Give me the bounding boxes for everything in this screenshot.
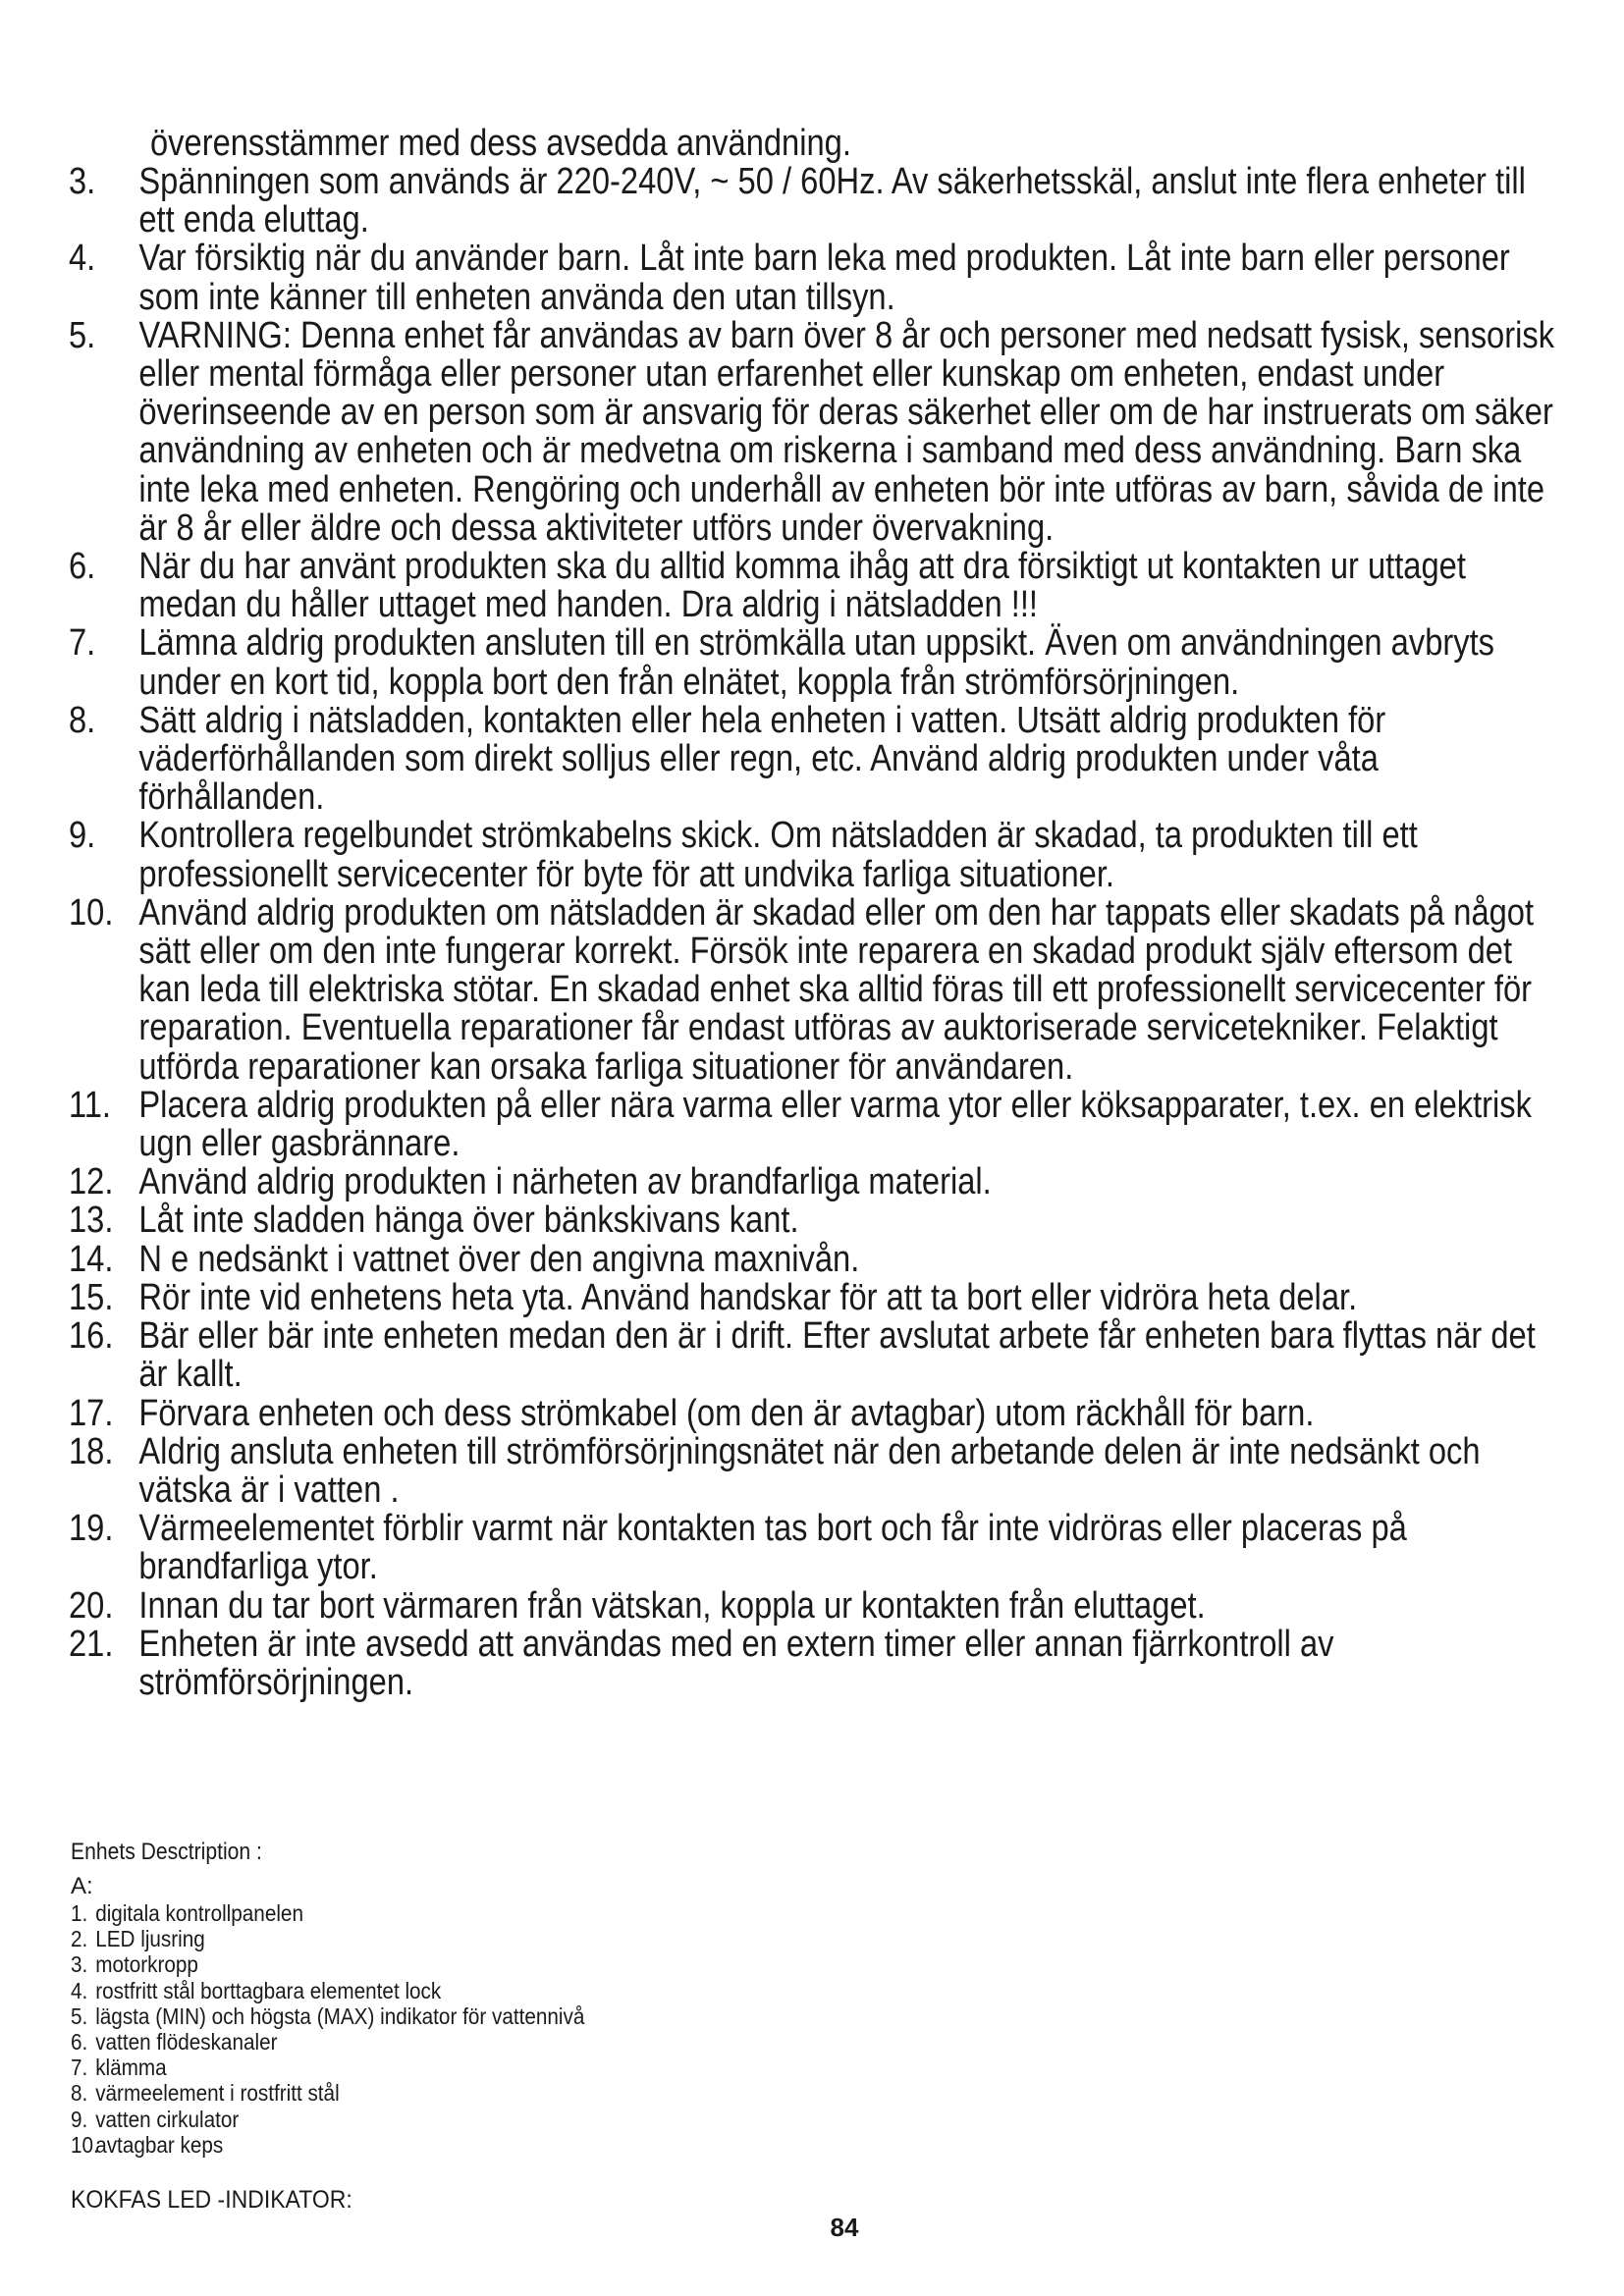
item-text: När du har använt produkten ska du alltid komma ihåg att dra försiktigt ut kontakten ur uttaget medan du håller uttaget med handen. Dra aldrig i nätsladden !!!: [138, 546, 1466, 626]
item-number: 12.: [69, 1161, 114, 1203]
item-number: 8.: [69, 699, 96, 741]
list-item: [71, 2080, 584, 2106]
item-text: Använd aldrig produkten om nätsladden är skadad eller om den har tappats eller skadats på något sätt eller om den inte fungerar korrekt. Försök inte reparera en skadad produkt själv eftersom det kan leda till elektriska stötar. En skadad enhet ska alltid föras till ett professionellt servicecenter för reparation. Eventuella reparationer får endast utföras av auktoriserade servicetekniker. Felaktigt utförda reparationer kan orsaka farliga situationer för användaren.: [138, 891, 1535, 1088]
item-text: VARNING: Denna enhet får användas av barn över 8 år och personer med nedsatt fysisk, sensorisk eller mental förmåga eller personer utan erfarenhet eller kunskap om enheten, endast under överinseende av en person som är ansvarig för deras säkerhet eller om de har instruerats om säker användning av enheten och är medvetna om riskerna i samband med dess användning. Barn ska inte leka med enheten. Rengöring och underhåll av enheten bör inte utföras av barn, såvida de inte är 8 år eller äldre och dessa aktiviteter utförs under övervakning.: [138, 314, 1555, 549]
item-number: 19.: [69, 1508, 114, 1550]
item-text: Rör inte vid enhetens heta yta. Använd handskar för att ta bort eller vidröra heta delar.: [138, 1276, 1358, 1318]
item-text: Sätt aldrig i nätsladden, kontakten eller hela enheten i vatten. Utsätt aldrig produkten för väderförhållanden som direkt solljus eller regn, etc. Använd aldrig produkten under våta förhållanden.: [138, 699, 1386, 819]
item-number: 14.: [69, 1238, 114, 1280]
list-item: [69, 624, 1574, 701]
item-text: Förvara enheten och dess strömkabel (om den är avtagbar) utom räckhåll för barn.: [138, 1392, 1315, 1434]
continuation-line: överensstämmer med dess avsedda användning.: [150, 123, 851, 164]
list-item: [69, 1084, 1574, 1165]
list-item: [69, 1317, 1574, 1394]
list-item: [71, 2029, 584, 2055]
part-label: värmeelement i rostfritt stål: [95, 2080, 340, 2107]
list-item: [69, 1276, 1574, 1318]
list-item: [69, 1430, 1574, 1511]
part-number: 10.: [71, 2131, 99, 2158]
part-number: 4.: [71, 1977, 88, 2003]
item-text: Låt inte sladden hänga över bänkskivans kant.: [138, 1200, 799, 1242]
item-text: Innan du tar bort värmaren från vätskan, koppla ur kontakten från eluttaget.: [138, 1584, 1206, 1627]
item-number: 6.: [69, 546, 96, 588]
item-number: 4.: [69, 238, 96, 280]
item-text: Var försiktig när du använder barn. Låt inte barn leka med produkten. Låt inte barn eller personer som inte känner till enheten använda den utan tillsyn.: [138, 238, 1510, 318]
list-item: [71, 1900, 584, 1926]
item-number: 5.: [69, 314, 96, 356]
list-item: [69, 240, 1574, 316]
item-number: 9.: [69, 815, 96, 857]
parts-list: [71, 1900, 642, 2158]
part-label: avtagbar keps: [95, 2131, 224, 2158]
part-number: 5.: [71, 2002, 88, 2029]
list-item: [69, 1510, 1574, 1586]
item-number: 21.: [69, 1623, 114, 1665]
list-item: [71, 2107, 584, 2132]
part-number: 8.: [71, 2080, 88, 2107]
item-number: 7.: [69, 622, 96, 665]
item-text: Kontrollera regelbundet strömkabelns skick. Om nätsladden är skadad, ta produkten till ett professionellt servicecenter för byte för att undvika farliga situationer.: [138, 815, 1418, 895]
list-item: [71, 1926, 584, 1951]
part-number: 3.: [71, 1951, 88, 1978]
safety-rules-list: [69, 163, 1600, 1702]
indicator-heading: KOKFAS LED -INDIKATOR:: [71, 2186, 352, 2214]
item-number: 13.: [69, 1200, 114, 1242]
item-text: Bär eller bär inte enheten medan den är i drift. Efter avslutat arbete får enheten bara flyttas när det är kallt.: [138, 1315, 1536, 1396]
part-label: klämma: [95, 2055, 167, 2081]
description-group-label: A:: [71, 1873, 93, 1899]
list-item: [69, 548, 1574, 624]
description-title: Enhets Desctription :: [71, 1839, 262, 1865]
item-text: Placera aldrig produkten på eller nära varma eller varma ytor eller köksapparater, t.ex. en elektrisk ugn eller gasbrännare.: [138, 1084, 1533, 1165]
list-item: [69, 314, 1574, 549]
item-number: 18.: [69, 1430, 114, 1472]
part-label: lägsta (MIN) och högsta (MAX) indikator för vattennivå: [95, 2002, 585, 2029]
list-item: [71, 2132, 584, 2158]
item-text: Spänningen som används är 220-240V, ~ 50 / 60Hz. Av säkerhetsskäl, anslut inte flera enheter till ett enda eluttag.: [138, 161, 1526, 241]
part-label: vatten flödeskanaler: [95, 2029, 278, 2056]
part-label: digitala kontrollpanelen: [95, 1900, 303, 1926]
part-label: rostfritt stål borttagbara elementet lock: [95, 1977, 442, 2003]
item-number: 11.: [69, 1084, 112, 1126]
part-number: 6.: [71, 2029, 88, 2056]
page-number: 84: [830, 2213, 859, 2242]
list-item: [71, 2003, 584, 2029]
list-item: [69, 699, 1574, 819]
list-item: [69, 1163, 1574, 1201]
list-item: [69, 163, 1574, 240]
list-item: [71, 2055, 584, 2080]
list-item: [69, 1238, 1574, 1280]
part-label: motorkropp: [95, 1951, 198, 1978]
item-text: Aldrig ansluta enheten till strömförsörjningsnätet när den arbetande delen är inte nedsänkt och vätska är i vatten .: [138, 1430, 1481, 1511]
item-text: Använd aldrig produkten i närheten av brandfarliga material.: [138, 1161, 992, 1203]
item-text: N e nedsänkt i vattnet över den angivna maxnivån.: [138, 1238, 860, 1280]
item-number: 20.: [69, 1584, 114, 1627]
item-number: 10.: [69, 891, 114, 934]
list-item: [71, 1951, 584, 1977]
list-item: [69, 1201, 1574, 1240]
item-number: 17.: [69, 1392, 114, 1434]
list-item: [71, 1978, 584, 2003]
list-item: [69, 1623, 1574, 1703]
item-number: 15.: [69, 1276, 114, 1318]
list-item: [69, 1584, 1574, 1627]
list-item: [69, 1392, 1574, 1434]
item-number: 16.: [69, 1315, 114, 1358]
part-number: 7.: [71, 2055, 88, 2081]
list-item: [69, 891, 1574, 1088]
part-number: 1.: [71, 1900, 88, 1926]
item-text: Lämna aldrig produkten ansluten till en strömkälla utan uppsikt. Även om användningen avbryts under en kort tid, koppla bort den från elnätet, koppla från strömförsörjningen.: [138, 622, 1495, 703]
item-text: Värmeelementet förblir varmt när kontakten tas bort och får inte vidröras eller placeras på brandfarliga ytor.: [138, 1508, 1407, 1588]
part-number: 2.: [71, 1926, 88, 1952]
part-label: vatten cirkulator: [95, 2106, 240, 2132]
item-text: Enheten är inte avsedd att användas med en extern timer eller annan fjärrkontroll av strömförsörjningen.: [138, 1623, 1334, 1703]
item-number: 3.: [69, 161, 96, 202]
list-item: [69, 817, 1574, 893]
part-number: 9.: [71, 2106, 88, 2132]
part-label: LED ljusring: [95, 1926, 205, 1952]
